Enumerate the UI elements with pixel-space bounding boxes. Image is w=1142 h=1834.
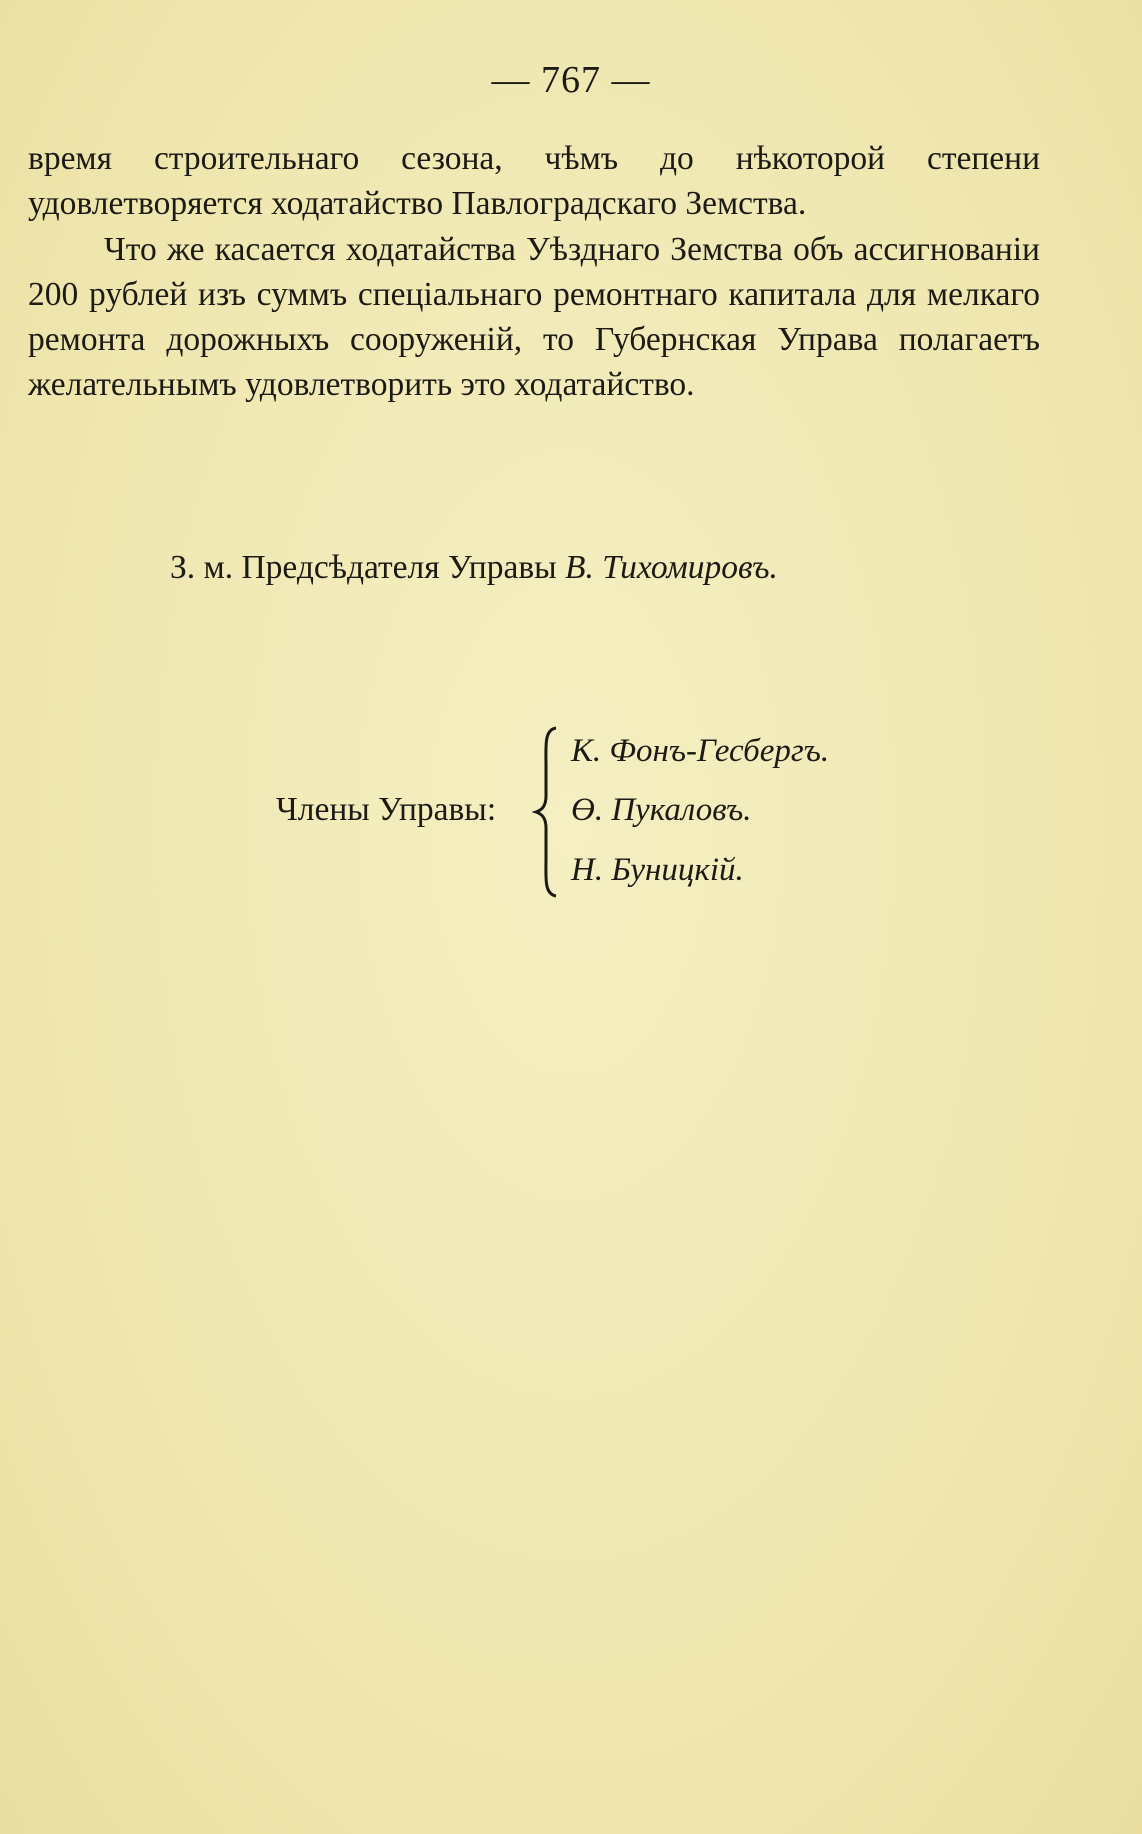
paragraph-1: время строительнаго сезона, чѣмъ до нѣкоторой степени удовлетворяется ходатайство Павлоградскаго Земства. <box>28 140 1040 222</box>
curly-brace-icon <box>532 726 562 898</box>
signature-title: З. м. Предсѣдателя Управы <box>170 549 557 586</box>
members-label: Члены Управы: <box>276 791 497 828</box>
member-name-2: Ө. Пукаловъ. <box>571 792 752 828</box>
member-name-1: К. Фонъ-Гесбергъ. <box>571 733 830 769</box>
chairman-signature <box>170 549 778 587</box>
member-name-3: Н. Буницкій. <box>571 852 744 888</box>
paragraph-2: Что же касается ходатайства Уѣзднаго Земства объ ассигнованіи 200 рублей изъ суммъ спеціальнаго ремонтнаго капитала для мелкаго ремонта дорожныхъ сооруженій, то Губернская Управа полагаетъ желательнымъ удовлетворить это ходатайство. <box>28 231 1040 403</box>
signature-name: В. Тихомировъ. <box>565 549 778 586</box>
page-number: — 767 — <box>491 59 651 101</box>
